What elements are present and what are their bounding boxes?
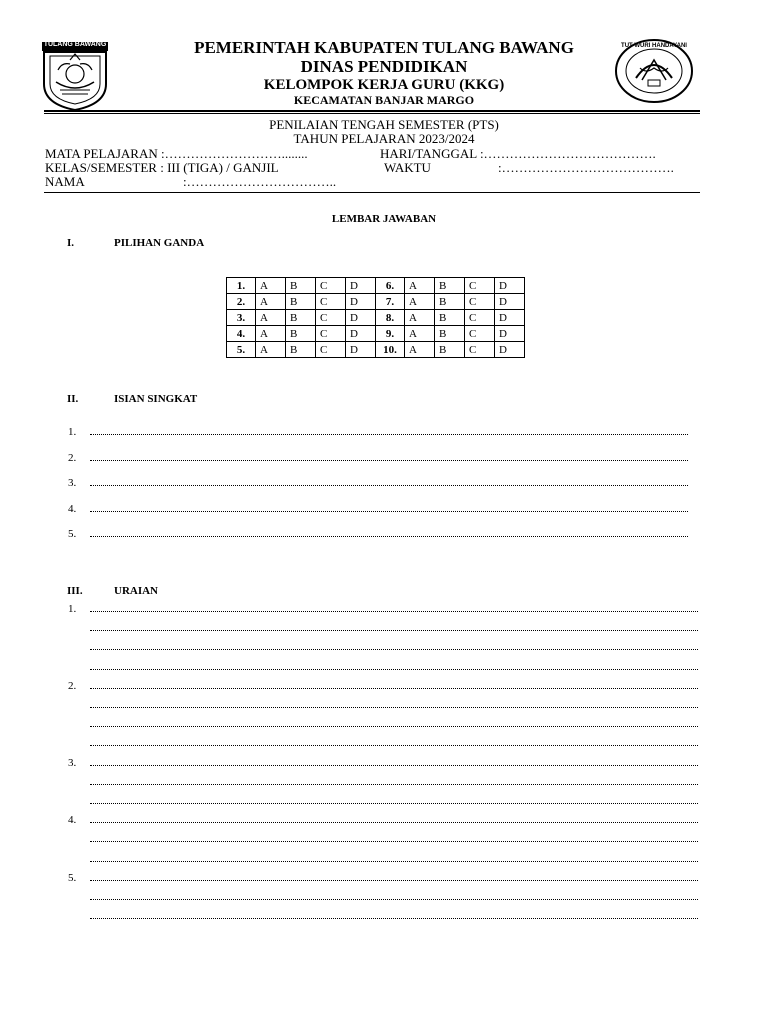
question-number: 9. (376, 326, 405, 342)
subject-field: MATA PELAJARAN :………………………........ (45, 146, 308, 161)
question-number: 5. (227, 342, 256, 358)
answer-line[interactable] (90, 680, 698, 689)
answer-option-d[interactable]: D (495, 294, 525, 310)
answer-option-b[interactable]: B (435, 278, 465, 294)
essay-answer-row[interactable] (68, 853, 700, 867)
question-number: 3. (227, 310, 256, 326)
question-number: 10. (376, 342, 405, 358)
time-field: :…………………………………. (498, 160, 674, 175)
item-number: 3. (68, 756, 77, 769)
answer-option-c[interactable]: C (465, 294, 495, 310)
header-line-1: PEMERINTAH KABUPATEN TULANG BAWANG (194, 38, 574, 57)
answer-line[interactable] (90, 477, 688, 486)
answer-option-a[interactable]: A (256, 326, 286, 342)
essay-answer-row[interactable] (68, 641, 700, 655)
name-label: NAMA (45, 174, 85, 189)
answer-option-a[interactable]: A (405, 294, 435, 310)
answer-option-a[interactable]: A (256, 294, 286, 310)
answer-option-d[interactable]: D (495, 342, 525, 358)
answer-option-c[interactable]: C (316, 310, 346, 326)
answer-line[interactable] (90, 699, 698, 708)
header-line-3: KELOMPOK KERJA GURU (KKG) (263, 77, 505, 93)
answer-line[interactable] (90, 891, 698, 900)
exam-title: PENILAIAN TENGAH SEMESTER (PTS) (269, 117, 499, 132)
right-logo-text: TUT WURI HANDAYANI (621, 43, 687, 49)
header-line-4: KECAMATAN BANJAR MARGO (293, 93, 475, 107)
essay-answer-row[interactable] (68, 891, 700, 905)
answer-line[interactable] (90, 718, 698, 727)
answer-line[interactable] (90, 528, 688, 537)
answer-option-b[interactable]: B (286, 310, 316, 326)
sheet-title: LEMBAR JAWABAN (331, 213, 437, 225)
answer-line[interactable] (90, 814, 698, 823)
answer-option-c[interactable]: C (465, 342, 495, 358)
answer-option-c[interactable]: C (316, 342, 346, 358)
item-number: 2. (68, 679, 77, 692)
answer-option-c[interactable]: C (316, 326, 346, 342)
answer-line[interactable] (90, 757, 698, 766)
item-number: 5. (68, 871, 77, 884)
answer-line[interactable] (90, 641, 698, 650)
class-field: KELAS/SEMESTER : III (TIGA) / GANJIL (45, 160, 279, 175)
essay-answer-list (68, 603, 708, 933)
answer-option-a[interactable]: A (405, 310, 435, 326)
short-answer-row[interactable] (68, 528, 690, 542)
answer-line[interactable] (90, 872, 698, 881)
item-number: 2. (68, 451, 77, 464)
time-label: WAKTU (384, 160, 431, 175)
answer-option-c[interactable]: C (465, 278, 495, 294)
essay-answer-row[interactable] (68, 833, 700, 847)
answer-line[interactable] (90, 833, 698, 842)
question-number: 8. (376, 310, 405, 326)
answer-option-a[interactable]: A (405, 326, 435, 342)
answer-option-c[interactable]: C (316, 278, 346, 294)
answer-line[interactable] (90, 603, 698, 612)
answer-option-b[interactable]: B (435, 310, 465, 326)
section3-title: URAIAN (114, 585, 158, 597)
answer-option-d[interactable]: D (346, 326, 376, 342)
essay-answer-row[interactable] (68, 872, 700, 886)
answer-table (226, 277, 525, 358)
essay-answer-row[interactable] (68, 699, 700, 713)
answer-line[interactable] (90, 795, 698, 804)
answer-line[interactable] (90, 776, 698, 785)
answer-option-d[interactable]: D (495, 326, 525, 342)
essay-answer-row[interactable] (68, 757, 700, 771)
short-answer-row[interactable] (68, 503, 690, 517)
answer-option-d[interactable]: D (346, 342, 376, 358)
item-number: 1. (68, 603, 77, 615)
essay-answer-row[interactable] (68, 910, 700, 924)
answer-option-b[interactable]: B (435, 294, 465, 310)
answer-option-a[interactable]: A (256, 278, 286, 294)
section2-title: ISIAN SINGKAT (114, 393, 198, 405)
essay-answer-row[interactable] (68, 718, 700, 732)
answer-option-b[interactable]: B (286, 294, 316, 310)
section2-number: II. (67, 393, 79, 405)
answer-option-b[interactable]: B (435, 342, 465, 358)
left-logo-text: TULANG BAWANG (43, 41, 107, 48)
item-number: 1. (68, 426, 77, 438)
short-answer-list (68, 426, 698, 556)
multiple-choice-grid (226, 277, 525, 358)
essay-answer-row[interactable] (68, 680, 700, 694)
answer-row (227, 342, 525, 358)
header-line-2: DINAS PENDIDIKAN (300, 57, 468, 76)
answer-row (227, 294, 525, 310)
question-number: 7. (376, 294, 405, 310)
answer-option-c[interactable]: C (316, 294, 346, 310)
item-number: 5. (68, 528, 77, 540)
answer-row (227, 278, 525, 294)
answer-option-c[interactable]: C (465, 326, 495, 342)
answer-line[interactable] (90, 853, 698, 862)
essay-answer-row[interactable] (68, 661, 700, 675)
essay-answer-row[interactable] (68, 776, 700, 790)
answer-option-b[interactable]: B (286, 326, 316, 342)
answer-line[interactable] (90, 661, 698, 670)
essay-answer-row[interactable] (68, 622, 700, 636)
question-number: 4. (227, 326, 256, 342)
answer-line[interactable] (90, 426, 688, 435)
short-answer-row[interactable] (68, 477, 690, 491)
answer-row (227, 310, 525, 326)
answer-option-b[interactable]: B (286, 278, 316, 294)
question-number: 6. (376, 278, 405, 294)
item-number: 3. (68, 477, 77, 489)
question-number: 2. (227, 294, 256, 310)
short-answer-row[interactable] (68, 452, 690, 466)
section1-title: PILIHAN GANDA (114, 237, 205, 249)
essay-answer-row[interactable] (68, 603, 700, 617)
header-divider-thin (44, 113, 700, 114)
exam-year: TAHUN PELAJARAN 2023/2024 (293, 131, 475, 146)
answer-row (227, 326, 525, 342)
answer-option-a[interactable]: A (256, 310, 286, 326)
question-number: 1. (227, 278, 256, 294)
item-number: 4. (68, 502, 77, 515)
answer-option-d[interactable]: D (495, 278, 525, 294)
short-answer-row[interactable] (68, 426, 690, 440)
answer-line[interactable] (90, 910, 698, 919)
answer-line[interactable] (90, 622, 698, 631)
answer-option-a[interactable]: A (256, 342, 286, 358)
answer-option-d[interactable]: D (346, 294, 376, 310)
section3-number: III. (67, 585, 83, 597)
header-divider (44, 110, 700, 112)
date-field: HARI/TANGGAL :…………………………………. (380, 146, 656, 161)
answer-option-a[interactable]: A (405, 278, 435, 294)
answer-option-d[interactable]: D (495, 310, 525, 326)
essay-answer-row[interactable] (68, 814, 700, 828)
essay-answer-row[interactable] (68, 737, 700, 751)
answer-option-b[interactable]: B (435, 326, 465, 342)
essay-answer-row[interactable] (68, 795, 700, 809)
answer-option-b[interactable]: B (286, 342, 316, 358)
answer-option-c[interactable]: C (465, 310, 495, 326)
section1-number: I. (67, 237, 75, 249)
answer-option-d[interactable]: D (346, 310, 376, 326)
answer-option-a[interactable]: A (405, 342, 435, 358)
answer-option-d[interactable]: D (346, 278, 376, 294)
answer-line[interactable] (90, 737, 698, 746)
answer-line[interactable] (90, 452, 688, 461)
info-divider (44, 192, 700, 193)
item-number: 4. (68, 814, 77, 827)
answer-line[interactable] (90, 503, 688, 512)
name-field: :…………………………….. (183, 174, 337, 189)
